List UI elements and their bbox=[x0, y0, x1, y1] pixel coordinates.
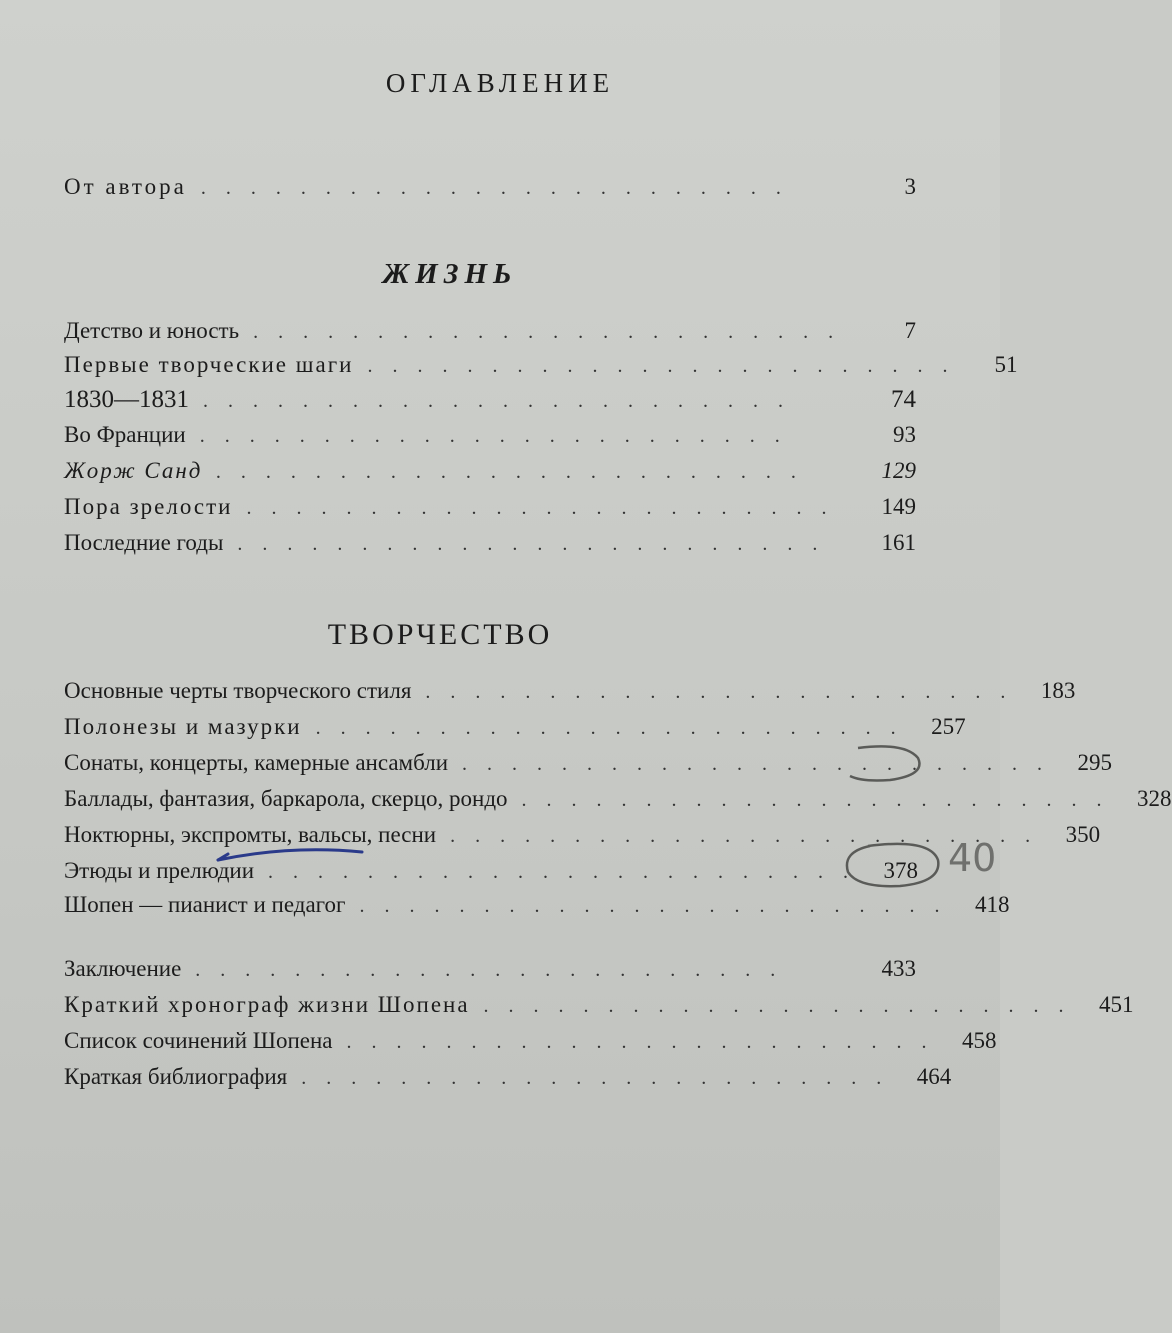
toc-entry-label: Заключение bbox=[64, 956, 182, 981]
toc-entry-label: 1830—1831 bbox=[64, 386, 189, 413]
toc-entry-label: Сонаты, концерты, камерные ансамбли bbox=[64, 750, 449, 775]
dot-leader: ........................ bbox=[346, 1031, 947, 1053]
toc-entry-page: 3 bbox=[904, 174, 916, 199]
toc-entry-page: 378 bbox=[883, 858, 919, 883]
toc-entry-page: 129 bbox=[881, 458, 916, 483]
toc-entry-page: 328 bbox=[1137, 786, 1172, 811]
toc-entry-label: Пора зрелости bbox=[64, 494, 233, 519]
dot-leader: ........................ bbox=[200, 177, 801, 199]
dot-leader: ........................ bbox=[462, 753, 1063, 775]
toc-entry-label: Краткая библиография bbox=[64, 1064, 288, 1089]
pencil-circle-295 bbox=[850, 746, 919, 780]
dot-leader: ........................ bbox=[237, 533, 838, 555]
toc-entry-label: Во Франции bbox=[64, 422, 186, 447]
toc-entry-page: 257 bbox=[931, 714, 966, 739]
toc-entry-label: Список сочинений Шопена bbox=[64, 1028, 333, 1053]
toc-entry-page: 161 bbox=[881, 530, 916, 555]
pencil-note: 40 bbox=[948, 836, 997, 880]
dot-leader: ........................ bbox=[367, 355, 968, 377]
toc-entry-page: 350 bbox=[1065, 822, 1101, 847]
toc-entry-page: 93 bbox=[893, 422, 916, 447]
dot-leader: ........................ bbox=[521, 789, 1122, 811]
dot-leader: ........................ bbox=[268, 861, 869, 883]
toc-entry-label: Ноктюрны, экспромты, вальсы, песни bbox=[64, 822, 437, 847]
section-heading-life: ЖИЗНЬ bbox=[382, 258, 518, 290]
dot-leader: ........................ bbox=[301, 1067, 902, 1089]
toc-entry-label: Последние годы bbox=[64, 530, 224, 555]
toc-entry-label: Шопен — пианист и педагог bbox=[64, 892, 346, 917]
toc-entry-page: 295 bbox=[1077, 750, 1113, 775]
toc-entry-label: Детство и юность bbox=[64, 318, 240, 343]
toc-entry-page: 74 bbox=[891, 386, 916, 413]
section-heading-work: ТВОРЧЕСТВО bbox=[327, 618, 553, 651]
page-title: ОГЛАВЛЕНИЕ bbox=[385, 68, 615, 98]
toc-entry-page: 51 bbox=[994, 352, 1018, 377]
dot-leader: ........................ bbox=[359, 895, 960, 917]
dot-leader: ........................ bbox=[216, 461, 817, 483]
toc-entry-label: Краткий хронограф жизни Шопена bbox=[64, 992, 470, 1017]
dot-leader: ........................ bbox=[246, 497, 847, 519]
toc-entry-page: 458 bbox=[962, 1028, 997, 1053]
toc-entry-page: 183 bbox=[1040, 678, 1076, 703]
toc-entry-label: Первые творческие шаги bbox=[64, 352, 354, 377]
dot-leader: ........................ bbox=[195, 959, 796, 981]
toc-entry-label: Этюды и прелюдии bbox=[64, 858, 255, 883]
dot-leader: ........................ bbox=[203, 390, 803, 412]
toc-entry-page: 451 bbox=[1099, 992, 1134, 1017]
toc-entry-label: Основные черты творческого стиля bbox=[64, 678, 412, 703]
toc-entry-page: 464 bbox=[916, 1064, 952, 1089]
dot-leader: ........................ bbox=[199, 425, 800, 447]
pencil-circle-378 bbox=[847, 844, 938, 886]
toc-entry-label: Жорж Санд bbox=[64, 458, 203, 483]
toc-entry-label: Баллады, фантазия, баркарола, скерцо, рондо bbox=[64, 786, 508, 811]
dot-leader: ........................ bbox=[253, 321, 854, 343]
toc-entry-page: 418 bbox=[974, 892, 1010, 917]
dot-leader: ........................ bbox=[483, 995, 1084, 1017]
toc-entry-label: От автора bbox=[64, 174, 187, 199]
dot-leader: ........................ bbox=[315, 717, 916, 739]
dot-leader: ........................ bbox=[450, 825, 1051, 847]
toc-entry-page: 433 bbox=[881, 956, 916, 981]
toc-entry-label: Полонезы и мазурки bbox=[64, 714, 302, 739]
toc-entry-page: 149 bbox=[881, 494, 916, 519]
ink-underline bbox=[218, 850, 362, 860]
dot-leader: ........................ bbox=[425, 681, 1026, 703]
toc-entry-page: 7 bbox=[904, 318, 916, 343]
